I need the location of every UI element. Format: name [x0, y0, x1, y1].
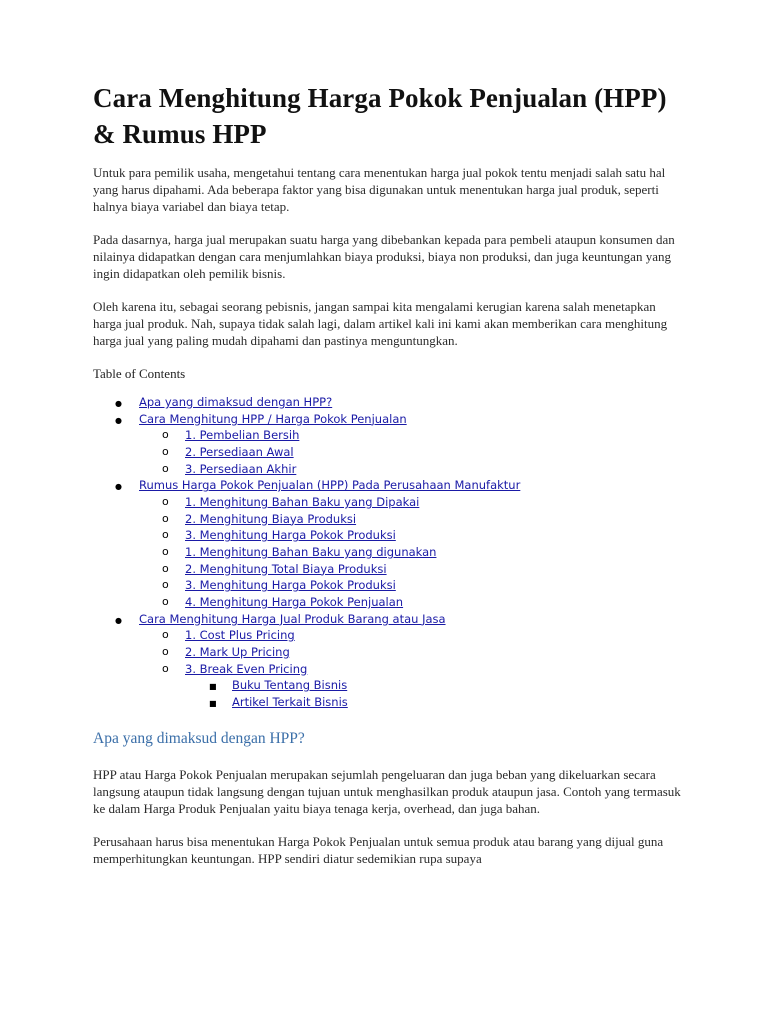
toc-link[interactable]: 2. Menghitung Total Biaya Produksi: [185, 561, 387, 576]
bullet-disc-icon: ●: [115, 415, 122, 425]
bullet-disc-icon: ●: [115, 482, 122, 492]
toc-item: [93, 394, 683, 411]
toc-link[interactable]: 1. Pembelian Bersih: [185, 428, 300, 443]
toc-link[interactable]: Apa yang dimaksud dengan HPP?: [139, 395, 333, 409]
table-of-contents: [93, 394, 683, 710]
toc-item: [93, 511, 683, 528]
toc-link[interactable]: 2. Mark Up Pricing: [185, 644, 290, 659]
toc-link[interactable]: 2. Menghitung Biaya Produksi: [185, 511, 357, 526]
bullet-circle-icon: o: [162, 528, 169, 542]
toc-item: [93, 527, 683, 544]
section-paragraph: HPP atau Harga Pokok Penjualan merupakan sejumlah pengeluaran dan juga beban yang dikeluarkan secara langsung ataupun tidak langsung dengan tujuan untuk menghasilkan produk ataupun jasa. Contoh yang termasuk ke dalam Harga Produk Penjualan yaitu biaya tenaga kerja, overhead, dan juga bahan.: [93, 767, 681, 817]
toc-link[interactable]: 2. Persediaan Awal: [185, 444, 294, 459]
toc-item: [93, 444, 683, 461]
toc-link[interactable]: 1. Cost Plus Pricing: [185, 628, 295, 643]
bullet-circle-icon: o: [162, 428, 169, 442]
toc-title: Table of Contents: [93, 366, 186, 381]
toc-item: [93, 661, 683, 678]
bullet-circle-icon: o: [162, 444, 169, 458]
bullet-circle-icon: o: [162, 644, 169, 658]
toc-link[interactable]: 3. Menghitung Harga Pokok Produksi: [185, 578, 396, 593]
document-content: [93, 80, 683, 867]
toc-item: [93, 627, 683, 644]
intro-paragraph: Pada dasarnya, harga jual merupakan suatu harga yang dibebankan kepada para pembeli ataupun konsumen dan nilainya didapatkan dengan cara menjumlahkan biaya produksi, biaya non produksi, dan juga keuntungan yang ingin didapatkan oleh pemilik bisnis.: [93, 232, 675, 281]
toc-item: [93, 577, 683, 594]
toc-item: [93, 677, 683, 694]
page-title: Cara Menghitung Harga Pokok Penjualan (HPP) & Rumus HPP: [93, 83, 667, 149]
toc-link[interactable]: Buku Tentang Bisnis: [232, 678, 348, 693]
bullet-disc-icon: ●: [115, 399, 122, 408]
toc-item: [93, 427, 683, 444]
toc-link[interactable]: Cara Menghitung HPP / Harga Pokok Penjualan: [139, 411, 407, 426]
toc-link[interactable]: Cara Menghitung Harga Jual Produk Barang atau Jasa: [139, 611, 446, 626]
section-heading: Apa yang dimaksud dengan HPP?: [93, 730, 305, 748]
bullet-circle-icon: o: [162, 511, 169, 525]
toc-link[interactable]: 1. Menghitung Bahan Baku yang Dipakai: [185, 494, 420, 509]
toc-link[interactable]: 3. Persediaan Akhir: [185, 461, 297, 476]
bullet-circle-icon: o: [162, 461, 169, 475]
bullet-square-icon: ■: [209, 698, 217, 708]
toc-item: [93, 477, 683, 494]
bullet-circle-icon: o: [162, 544, 169, 558]
toc-item: [93, 544, 683, 561]
toc-item: [93, 411, 683, 428]
toc-item: [93, 644, 683, 661]
bullet-circle-icon: o: [162, 594, 169, 608]
section-paragraph: Perusahaan harus bisa menentukan Harga Pokok Penjualan untuk semua produk atau barang yang dijual guna memperhitungkan keuntungan. HPP sendiri diatur sedemikian rupa supaya: [93, 834, 664, 867]
bullet-circle-icon: o: [162, 561, 169, 575]
intro-paragraph: Untuk para pemilik usaha, mengetahui tentang cara menentukan harga jual pokok tentu menjadi salah satu hal yang harus dipahami. Ada beberapa faktor yang bisa digunakan untuk menentukan harga jual produk, seperti halnya biaya variabel dan biaya tetap.: [93, 165, 666, 214]
bullet-circle-icon: o: [162, 628, 169, 642]
toc-link[interactable]: Rumus Harga Pokok Penjualan (HPP) Pada Perusahaan Manufaktur: [139, 478, 521, 493]
intro-paragraph: Oleh karena itu, sebagai seorang pebisnis, jangan sampai kita mengalami kerugian karena salah menetapkan harga jual produk. Nah, supaya tidak salah lagi, dalam artikel kali ini kami akan memberikan cara menghitung harga jual yang paling mudah dipahami dan pastinya menguntungkan.: [93, 299, 668, 348]
bullet-circle-icon: o: [162, 661, 169, 675]
toc-link[interactable]: 3. Menghitung Harga Pokok Produksi: [185, 528, 396, 543]
bullet-circle-icon: o: [162, 494, 169, 508]
toc-link[interactable]: 1. Menghitung Bahan Baku yang digunakan: [185, 544, 437, 559]
toc-link[interactable]: Artikel Terkait Bisnis: [232, 694, 348, 709]
toc-link[interactable]: 3. Break Even Pricing: [185, 661, 308, 676]
bullet-disc-icon: ●: [115, 615, 122, 625]
toc-item: [93, 594, 683, 611]
bullet-circle-icon: o: [162, 578, 169, 592]
toc-link[interactable]: 4. Menghitung Harga Pokok Penjualan: [185, 594, 404, 609]
bullet-square-icon: ■: [209, 682, 217, 692]
toc-item: [93, 494, 683, 511]
toc-item: [93, 461, 683, 478]
toc-item: [93, 611, 683, 628]
toc-item: [93, 694, 683, 711]
toc-item: [93, 561, 683, 578]
